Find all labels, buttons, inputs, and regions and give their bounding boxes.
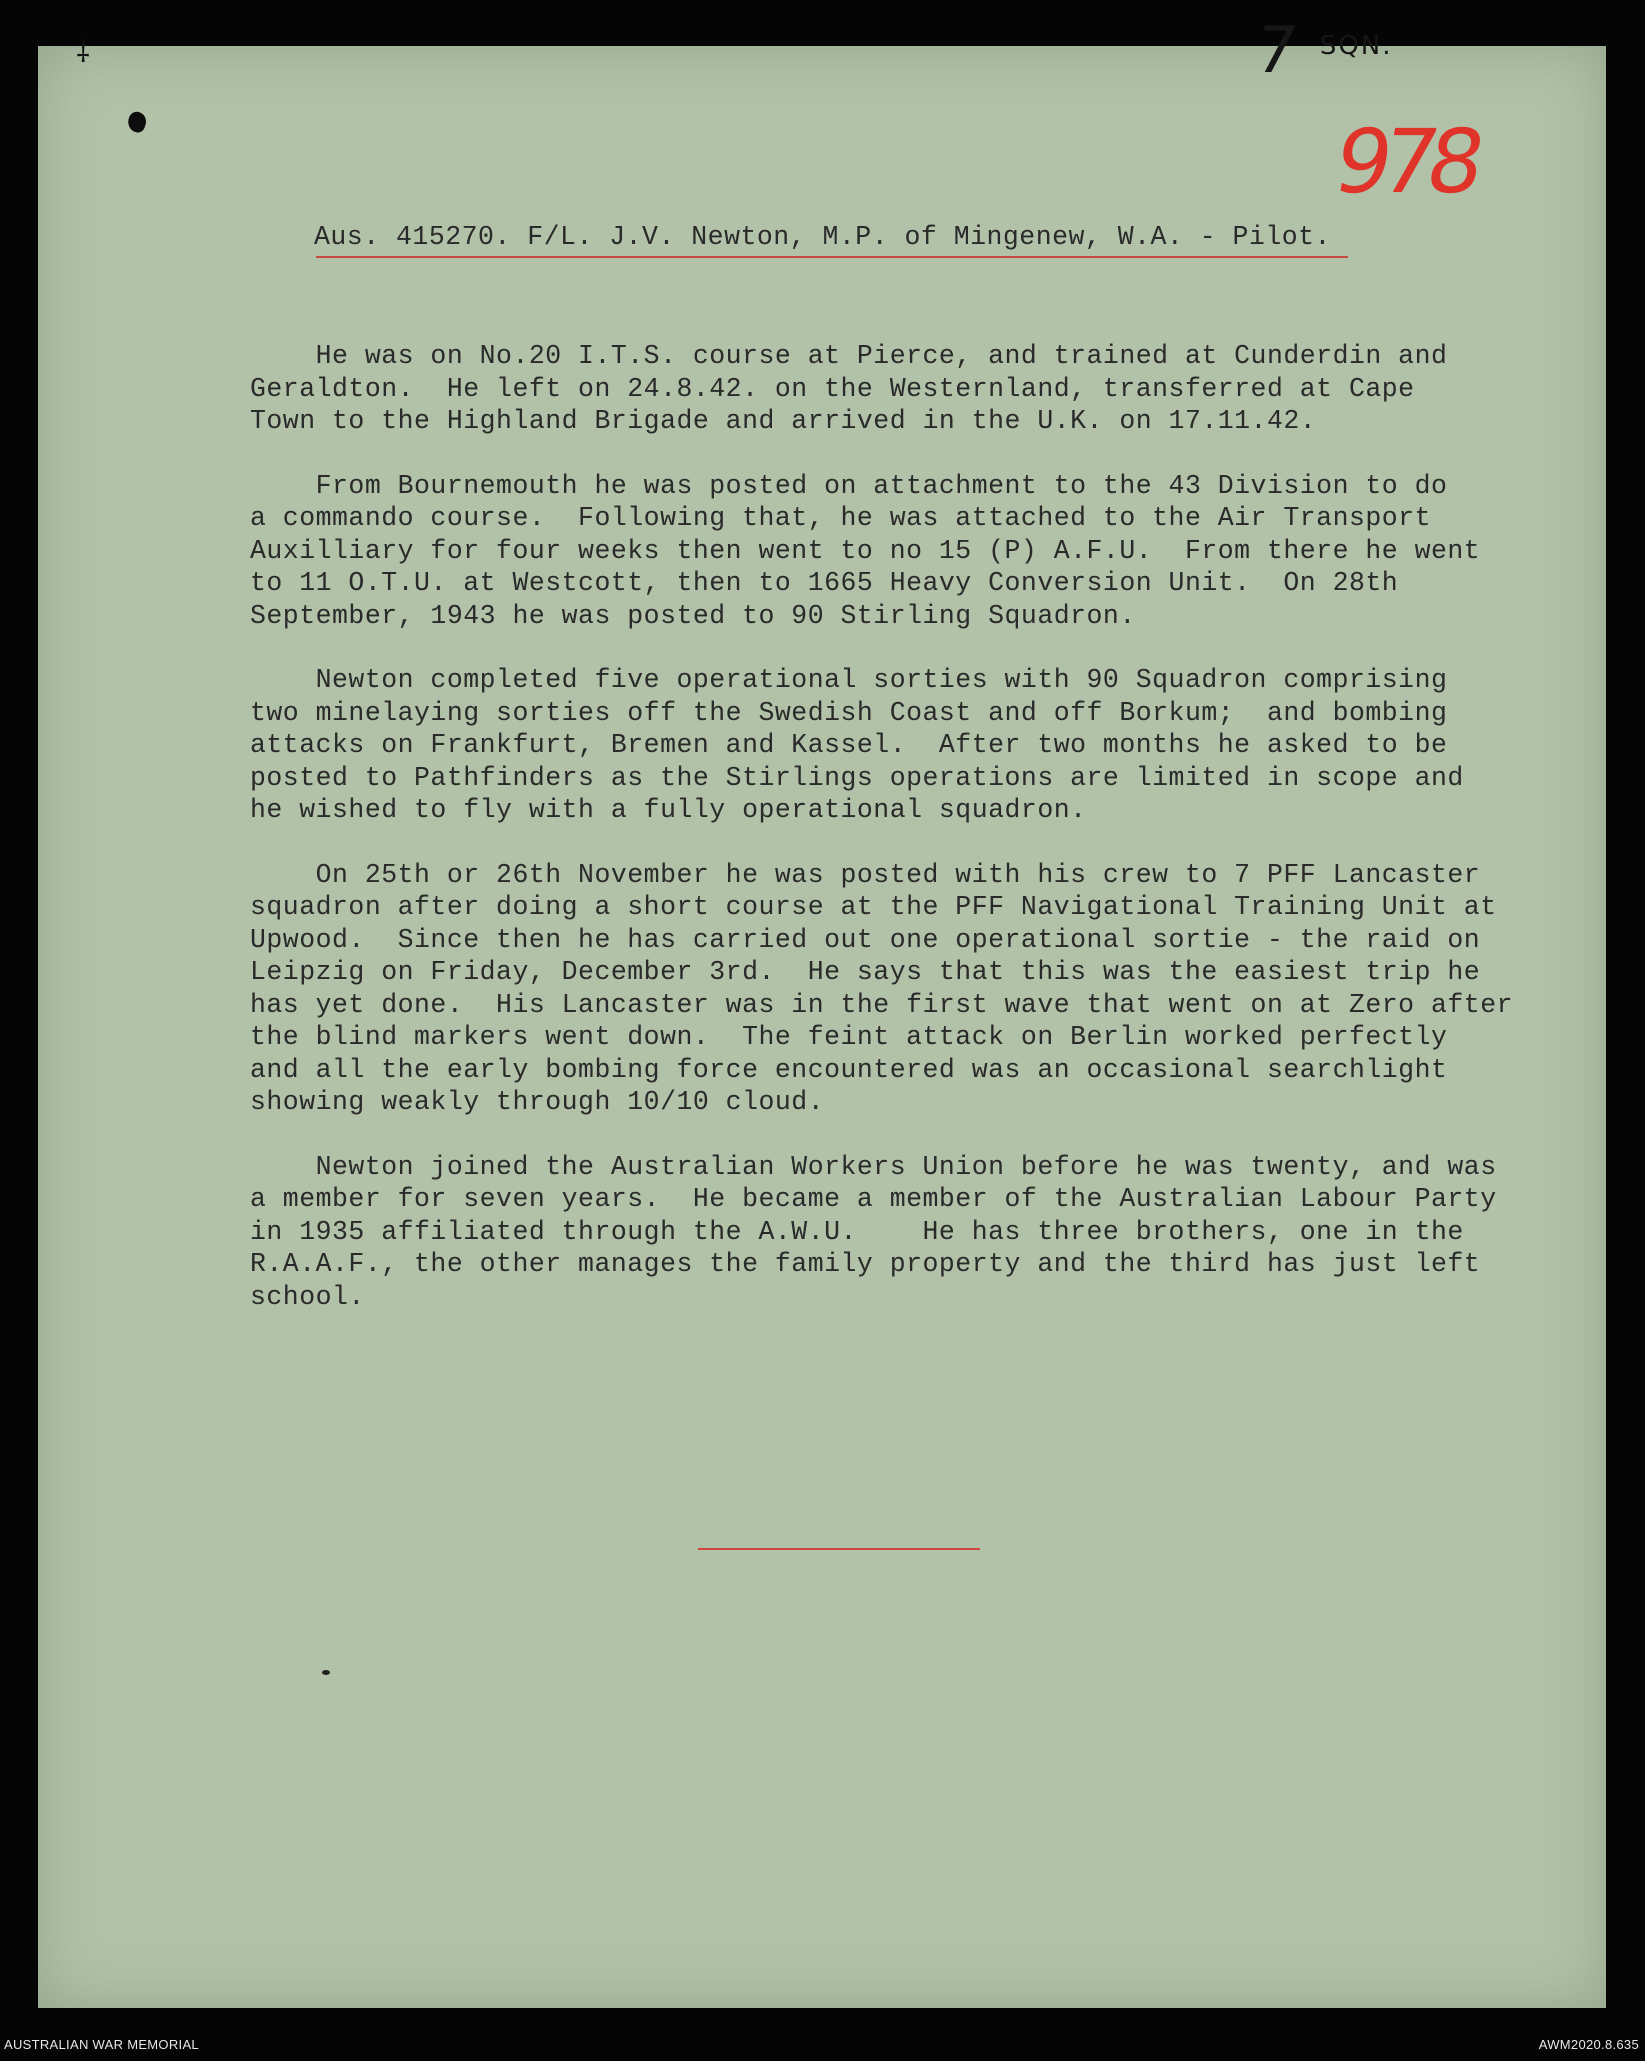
text-line: Upwood. Since then he has carried out one operational sortie - the raid on (250, 924, 1481, 955)
document-body (250, 340, 1550, 1345)
paragraph (250, 340, 1550, 438)
text-line: has yet done. His Lancaster was in the first wave that went on at Zero after (250, 989, 1513, 1020)
paragraph (250, 859, 1550, 1119)
text-line: R.A.A.F., the other manages the family property and the third has just left (250, 1249, 1481, 1279)
document-heading (314, 160, 1394, 252)
text-line: Newton completed five operational sorties with 90 Squadron comprising (250, 665, 1448, 695)
text-line: Auxilliary for four weeks then went to no 15 (P) A.F.U. From there he went (250, 535, 1481, 566)
text-line: Newton joined the Australian Workers Union before he was twenty, and was (250, 1151, 1497, 1182)
text-line: From Bournemouth he was posted on attachment to the 43 Division to do (250, 470, 1448, 501)
text-line: the blind markers went down. The feint attack on Berlin worked perfectly (250, 1022, 1448, 1052)
paragraph (250, 470, 1550, 633)
handwritten-squadron-note (1250, 14, 1393, 88)
text-line: a member for seven years. He became a member of the Australian Labour Party (250, 1184, 1497, 1214)
text-line: posted to Pathfinders as the Stirlings operations are limited in scope and (250, 762, 1464, 793)
heading-text: Aus. 415270. F/L. J.V. Newton, M.P. of Mingenew, W.A. - Pilot. (314, 222, 1331, 252)
closing-red-rule (698, 1548, 980, 1550)
text-line: September, 1943 he was posted to 90 Stirling Squadron. (250, 600, 1136, 631)
squadron-number: 7 (1250, 14, 1302, 88)
heading-underline (316, 256, 1348, 258)
text-line: Town to the Highland Brigade and arrived in the U.K. on 17.11.42. (250, 406, 1317, 436)
archive-caption: AUSTRALIAN WAR MEMORIAL (4, 2037, 199, 2052)
squadron-abbreviation: SQN. (1319, 31, 1393, 61)
text-line: attacks on Frankfurt, Bremen and Kassel. After two months he asked to be (250, 730, 1448, 760)
margin-pencil-mark: ⸸ (76, 35, 91, 70)
text-line: Geraldton. He left on 24.8.42. on the Westernland, transferred at Cape (250, 373, 1415, 404)
paragraph (250, 664, 1550, 827)
paragraph (250, 1151, 1550, 1314)
text-line: a commando course. Following that, he was attached to the Air Transport (250, 503, 1431, 533)
text-line: and all the early bombing force encountered was an occasional searchlight (250, 1054, 1448, 1085)
text-line: showing weakly through 10/10 cloud. (250, 1087, 825, 1117)
text-line: Leipzig on Friday, December 3rd. He says that this was the easiest trip he (250, 957, 1481, 987)
ink-speck (322, 1670, 330, 1675)
red-folio-number: 978 (1326, 110, 1484, 213)
text-line: He was on No.20 I.T.S. course at Pierce, and trained at Cunderdin and (250, 341, 1448, 371)
text-line: he wished to fly with a fully operational squadron. (250, 795, 1087, 825)
text-line: school. (250, 1281, 365, 1312)
text-line: two minelaying sorties off the Swedish Coast and off Borkum; and bombing (250, 697, 1448, 728)
text-line: On 25th or 26th November he was posted with his crew to 7 PFF Lancaster (250, 859, 1481, 890)
archive-reference: AWM2020.8.635 (1538, 2037, 1639, 2052)
text-line: to 11 O.T.U. at Westcott, then to 1665 Heavy Conversion Unit. On 28th (250, 568, 1399, 598)
text-line: squadron after doing a short course at the PFF Navigational Training Unit at (250, 892, 1497, 922)
text-line: in 1935 affiliated through the A.W.U. He has three brothers, one in the (250, 1216, 1464, 1247)
